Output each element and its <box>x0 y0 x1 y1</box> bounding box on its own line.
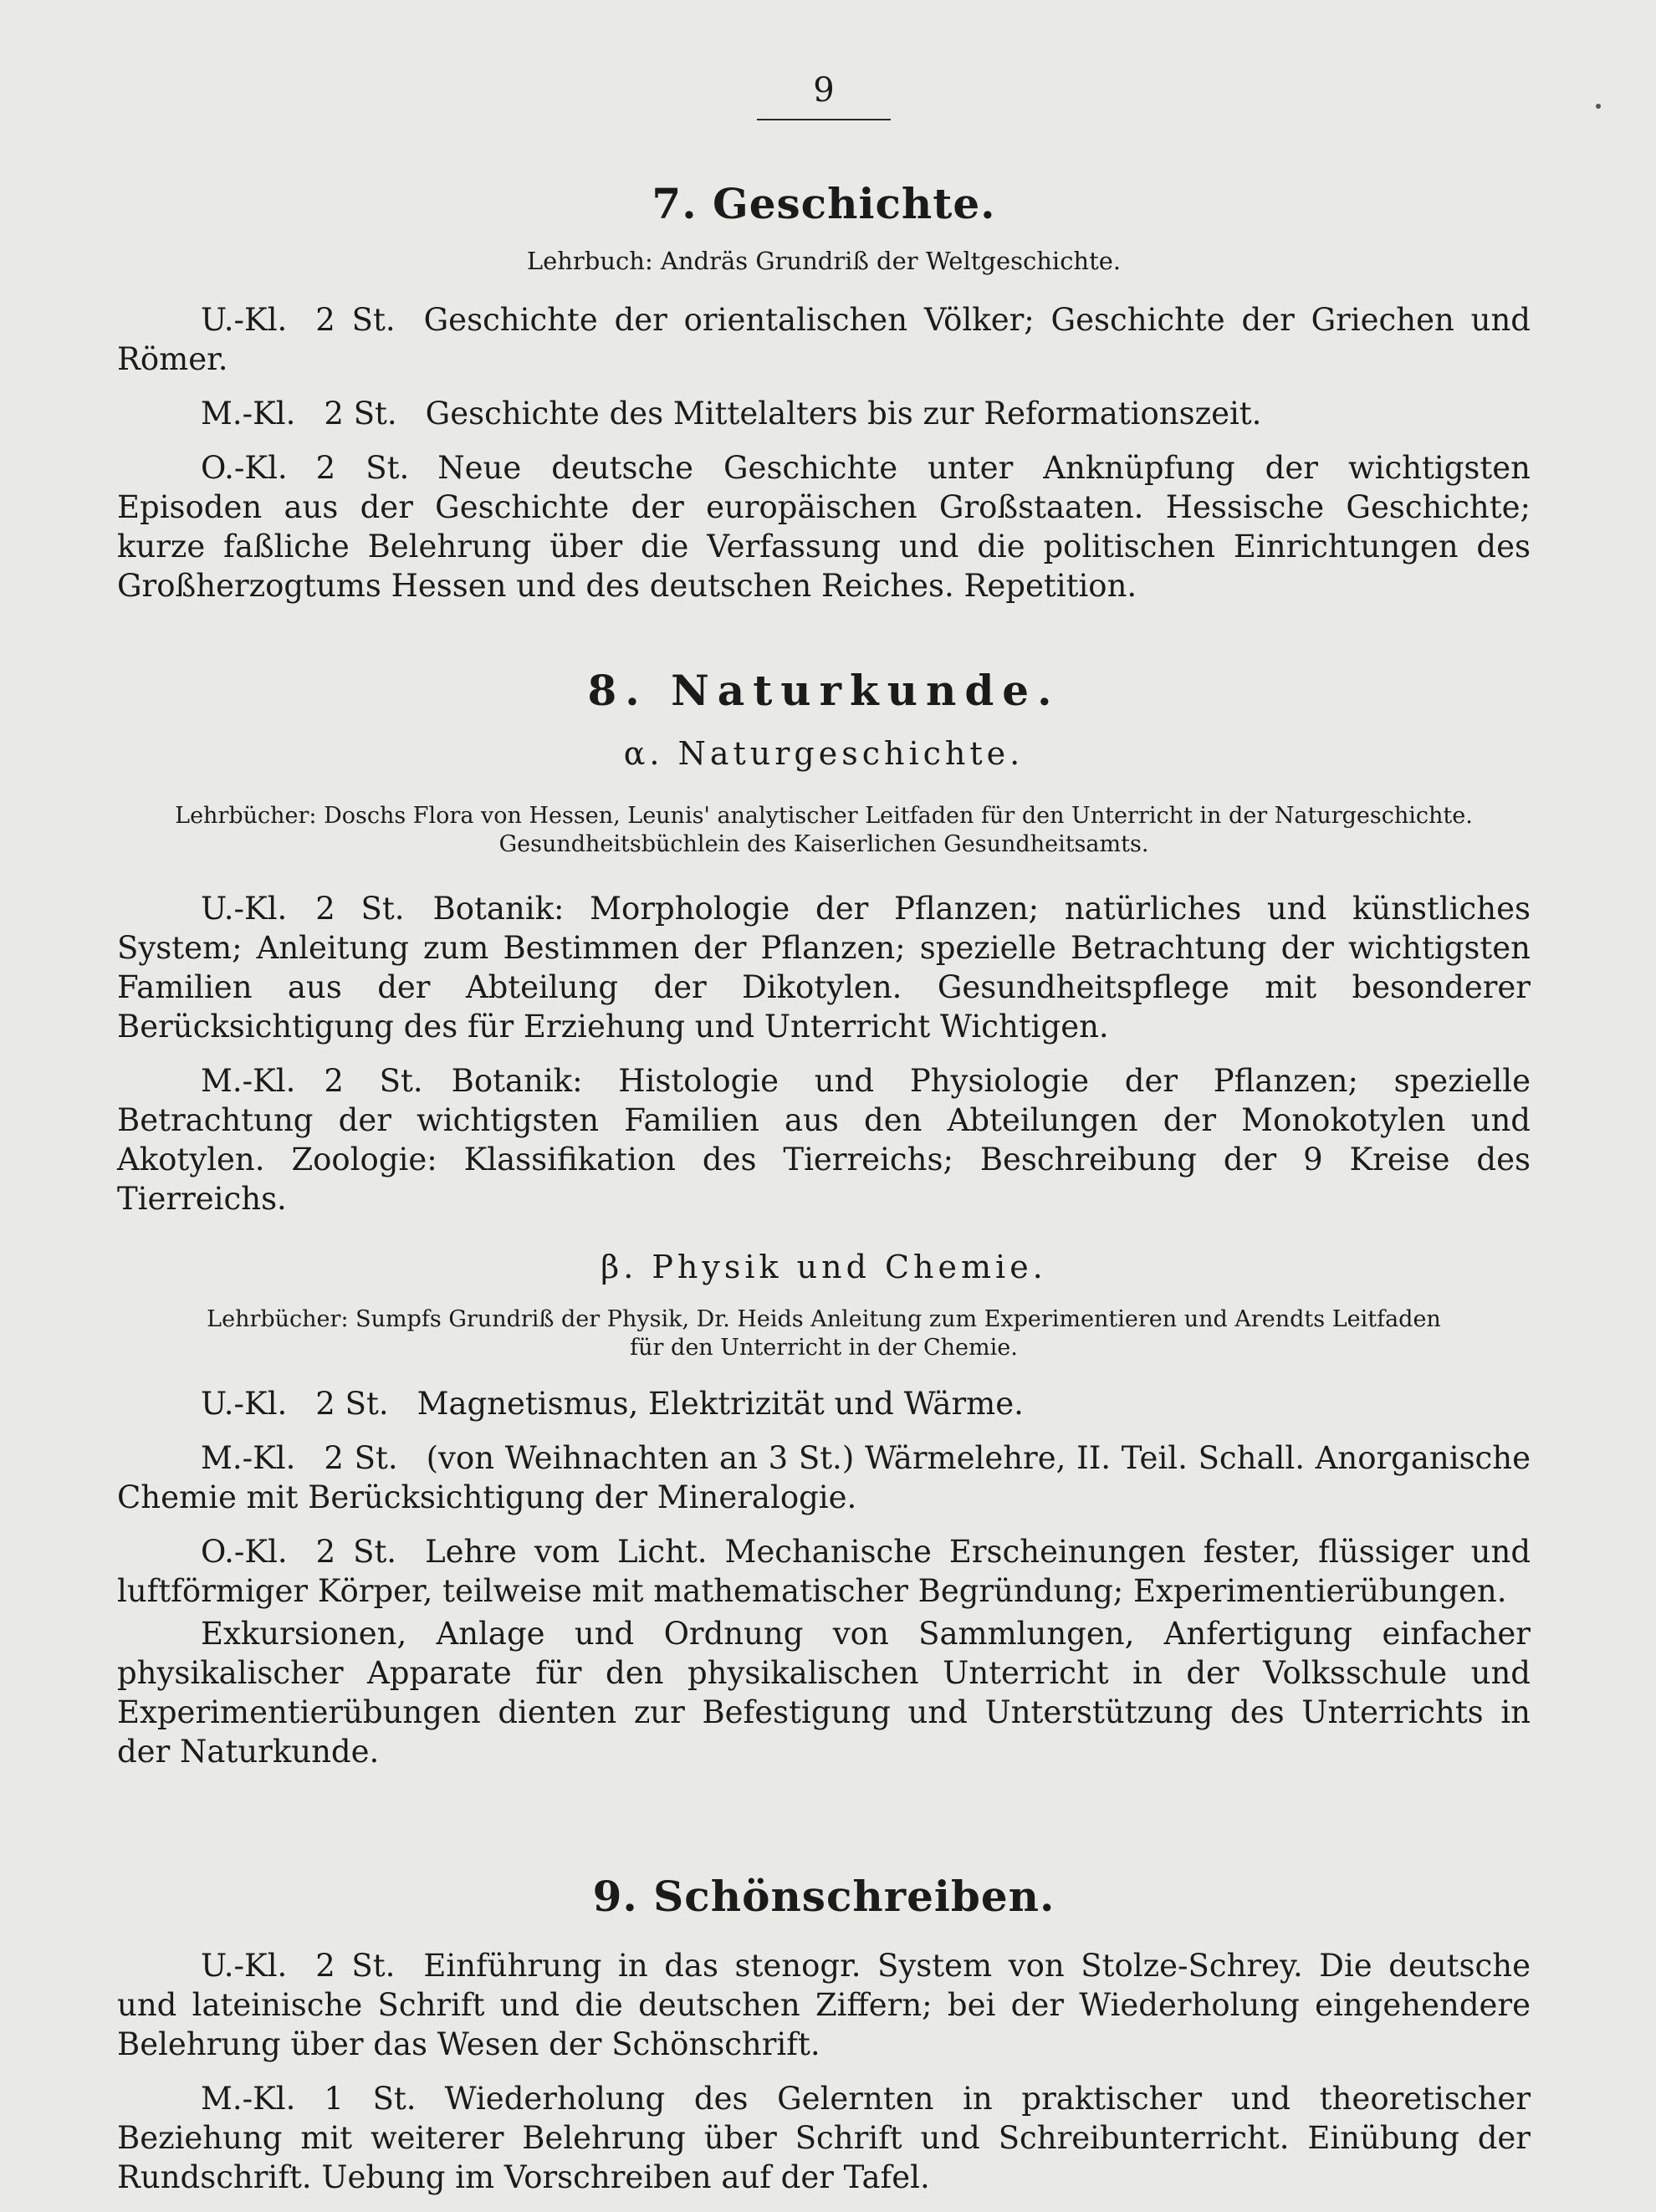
hours-label: 2 St. <box>315 302 396 338</box>
textbook-line: Lehrbücher: Sumpfs Grundriß der Physik, Dr. Heids Anleitung zum Experimentieren und Arendts Leitfaden <box>207 1306 1441 1332</box>
document-page <box>117 59 1531 2212</box>
entry-text: Lehre vom Licht. Mechanische Erscheinungen fester, flüssiger und luftförmiger Körper, teilweise mit mathematischer Begründung; Experimentierübungen. <box>117 1534 1531 1609</box>
textbook-line-geschichte: Lehrbuch: Andräs Grundriß der Weltgeschichte. <box>526 247 1122 275</box>
entry-physik-u-kl <box>117 1384 1531 1423</box>
entry-text: Einführung in das stenogr. System von Stolze-Schrey. Die deutsche und lateinische Schrift und die deutschen Ziffern; bei der Wiederholung eingehendere Belehrung über das Wesen der Schönschrift. <box>117 1948 1531 2062</box>
entry-geschichte-o-kl <box>117 448 1531 605</box>
entry-naturgeschichte-u-kl <box>117 889 1531 1046</box>
hours-label: 2 St. <box>315 450 410 486</box>
hours-label: 2 St. <box>315 1386 389 1422</box>
textbook-lines-naturgeschichte <box>117 802 1531 859</box>
section-title-geschichte: 7. Geschichte. <box>652 179 996 228</box>
entry-text: Neue deutsche Geschichte unter Anknüpfung der wichtigsten Episoden aus der Geschichte der europäischen Großstaaten. Hessische Geschichte; kurze faßliche Belehrung über die Verfassung und die politischen Einrichtungen des Großherzogtums Hessen und des deutschen Reiches. Repetition. <box>117 450 1531 604</box>
class-label: M.-Kl. <box>201 1440 296 1476</box>
textbook-line: Gesundheitsbüchlein des Kaiserlichen Gesundheitsamts. <box>498 831 1149 857</box>
class-label: M.-Kl. <box>201 1063 296 1099</box>
textbook-line: für den Unterricht in der Chemie. <box>630 1335 1018 1361</box>
page-number-rule <box>757 119 891 120</box>
entry-text: Geschichte der orientalischen Völker; Geschichte der Griechen und Römer. <box>117 302 1531 377</box>
entry-geschichte-u-kl <box>117 300 1531 379</box>
subsection-title-naturgeschichte: α. Naturgeschichte. <box>623 735 1025 772</box>
section-title-schoenschreiben: 9. Schönschreiben. <box>592 1872 1055 1921</box>
hours-label: 2 St. <box>315 891 405 927</box>
class-label: M.-Kl. <box>201 2081 296 2117</box>
class-label: O.-Kl. <box>201 1534 288 1570</box>
entry-text: Botanik: Histologie und Physiologie der Pflanzen; spezielle Betrachtung der wichtigsten Familien aus den Abteilungen der Monokotylen und Akotylen. Zoologie: Klassifikation des Tierreichs; Beschreibung der 9 Kreise des Tierreichs. <box>117 1063 1531 1217</box>
entry-naturgeschichte-m-kl <box>117 1061 1531 1218</box>
class-label: O.-Kl. <box>201 450 288 486</box>
class-label: M.-Kl. <box>201 396 296 432</box>
entry-schoenschreiben-u-kl <box>117 1946 1531 2064</box>
entry-text: Magnetismus, Elektrizität und Wärme. <box>417 1386 1024 1422</box>
entry-text: (von Weihnachten an 3 St.) Wärmelehre, II. Teil. Schall. Anorganische Chemie mit Berücksichtigung der Mineralogie. <box>117 1440 1531 1515</box>
entry-text: Geschichte des Mittelalters bis zur Reformationszeit. <box>425 396 1262 432</box>
hours-label: 2 St. <box>315 1534 397 1570</box>
textbook-lines-physik-chemie <box>117 1305 1531 1362</box>
class-label: U.-Kl. <box>201 302 288 338</box>
class-label: U.-Kl. <box>201 1948 288 1984</box>
entry-schoenschreiben-m-kl <box>117 2079 1531 2197</box>
hours-label: 2 St. <box>324 1440 398 1476</box>
hours-label: 1 St. <box>324 2081 417 2117</box>
entry-text: Botanik: Morphologie der Pflanzen; natürliches und künstliches System; Anleitung zum Bestimmen der Pflanzen; spezielle Betrachtung der wichtigsten Familien aus der Abteilung der Dikotylen. Gesundheitspflege mit besonderer Berücksichtigung des für Erziehung und Unterricht Wichtigen. <box>117 891 1531 1045</box>
hours-label: 2 St. <box>324 396 397 432</box>
entry-physik-m-kl <box>117 1438 1531 1517</box>
class-label: U.-Kl. <box>201 891 288 927</box>
hours-label: 2 St. <box>315 1948 396 1984</box>
speck-mark <box>1596 104 1601 109</box>
entry-physik-o-kl <box>117 1532 1531 1611</box>
entry-geschichte-m-kl <box>117 394 1531 433</box>
textbook-line: Lehrbücher: Doschs Flora von Hessen, Leunis' analytischer Leitfaden für den Unterricht in der Naturgeschichte. <box>175 803 1473 829</box>
subsection-title-physik-chemie: β. Physik und Chemie. <box>601 1249 1047 1285</box>
class-label: U.-Kl. <box>201 1386 288 1422</box>
section-title-naturkunde: 8. Naturkunde. <box>587 666 1061 715</box>
closing-paragraph-naturkunde: Exkursionen, Anlage und Ordnung von Sammlungen, Anfertigung einfacher physikalischer Apparate für den physikalischen Unterricht in der Volksschule und Experimentierübungen dienten zur Befestigung und Unterstützung des Unterrichts in der Naturkunde. <box>117 1616 1531 1770</box>
hours-label: 2 St. <box>324 1063 423 1099</box>
page-number: 9 <box>813 71 835 110</box>
entry-text: Wiederholung des Gelernten in praktischer und theoretischer Beziehung mit weiterer Belehrung über Schrift und Schreibunterricht. Einübung der Rundschrift. Uebung im Vorschreiben auf der Tafel. <box>117 2081 1531 2195</box>
